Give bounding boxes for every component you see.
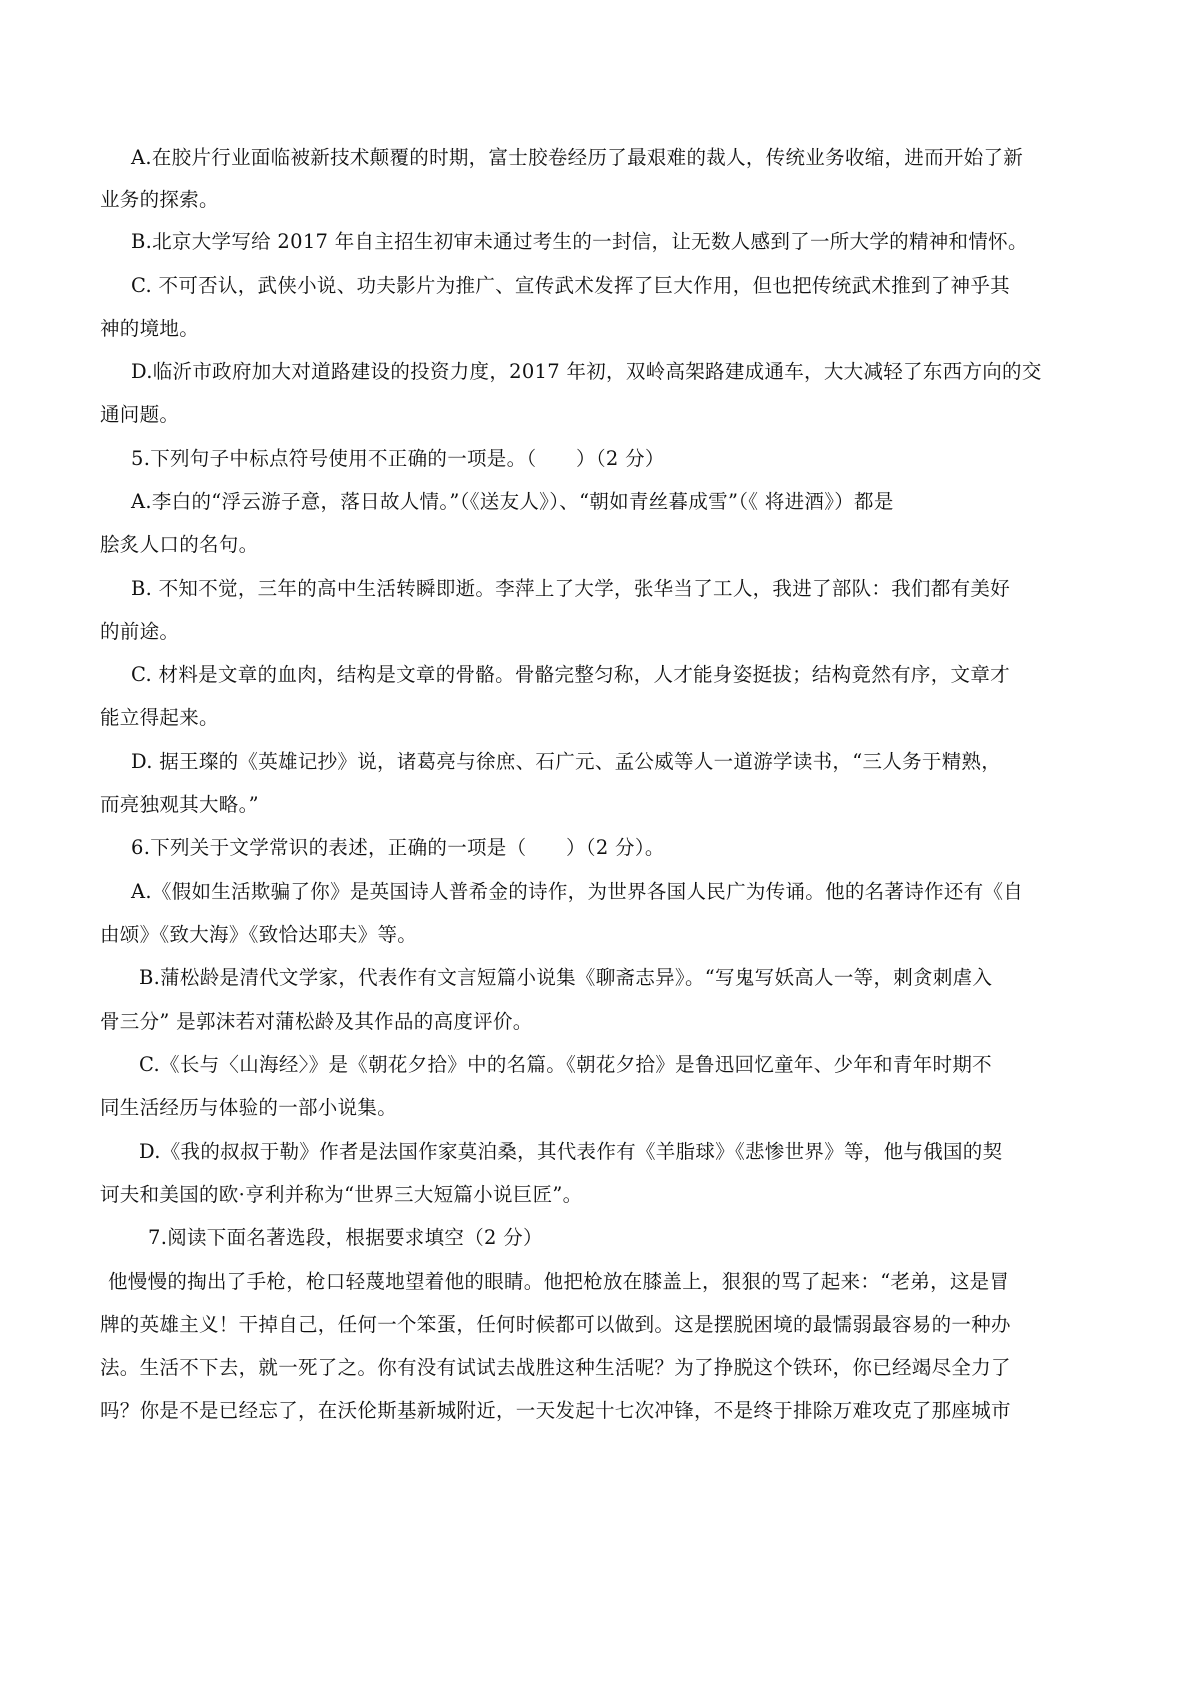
- passage-line-3: 法。生活不下去，就一死了之。你有没有试试去战胜这种生活呢？为了挣脱这个铁环，你已经竭尽全力了: [100, 1356, 1011, 1379]
- q4-option-d-line2: 通问题。: [100, 403, 180, 426]
- q5-option-c-line1: C. 材料是文章的血肉，结构是文章的骨骼。骨骼完整匀称，人才能身姿挺拔；结构竟然有序，文章才: [131, 663, 1010, 686]
- q5-option-a-line1: A.李白的“浮云游子意，落日故人情。”（《送友人》）、“朝如青丝暮成雪”（《 将进酒》）都是: [131, 490, 894, 513]
- q4-option-c-line2: 神的境地。: [100, 317, 200, 340]
- q4-option-b-line1: B.北京大学写给 2017 年自主招生初审未通过考生的一封信，让无数人感到了一所大学的精神和情怀。: [131, 230, 1028, 253]
- q5-option-c-line2: 能立得起来。: [100, 706, 219, 729]
- passage-line-4: 吗？你是不是已经忘了，在沃伦斯基新城附近，一天发起十七次冲锋，不是终于排除万难攻克了那座城市: [100, 1399, 1011, 1422]
- q4-option-a-line1: A.在胶片行业面临被新技术颠覆的时期，富士胶卷经历了最艰难的裁人，传统业务收缩，进而开始了新: [131, 146, 1024, 169]
- q6-option-b-line2: 骨三分” 是郭沫若对蒲松龄及其作品的高度评价。: [100, 1010, 533, 1033]
- q6-option-a-line1: A.《假如生活欺骗了你》是英国诗人普希金的诗作，为世界各国人民广为传诵。他的名著诗作还有《自: [131, 880, 1024, 903]
- q6-option-c-line1: C.《长与〈山海经〉》是《朝花夕拾》中的名篇。《朝花夕拾》是鲁迅回忆童年、少年和青年时期不: [139, 1053, 992, 1076]
- q4-option-a-line2: 业务的探索。: [100, 188, 219, 211]
- passage-line-2: 牌的英雄主义！干掉自己，任何一个笨蛋，任何时候都可以做到。这是摆脱困境的最懦弱最容易的一种办: [100, 1313, 1011, 1336]
- question-7: 7.阅读下面名著选段，根据要求填空（2 分）: [148, 1226, 543, 1249]
- q4-option-c-line1: C. 不可否认，武侠小说、功夫影片为推广、宣传武术发挥了巨大作用，但也把传统武术推到了神乎其: [131, 274, 1010, 297]
- q6-option-c-line2: 同生活经历与体验的一部小说集。: [100, 1096, 398, 1119]
- q4-option-d-line1: D.临沂市政府加大对道路建设的投资力度，2017 年初，双岭高架路建成通车，大大减轻了东西方向的交: [131, 360, 1042, 383]
- question-6: 6.下列关于文学常识的表述，正确的一项是（ ）（2 分）。: [131, 836, 665, 859]
- q5-option-d-line1: D. 据王璨的《英雄记抄》说，诸葛亮与徐庶、石广元、孟公威等人一道游学读书，“三人务于精熟，: [131, 750, 1002, 773]
- q5-option-b-line1: B. 不知不觉，三年的高中生活转瞬即逝。李萍上了大学，张华当了工人，我进了部队：我们都有美好: [131, 577, 1011, 600]
- q6-option-d-line2: 诃夫和美国的欧·亨利并称为“世界三大短篇小说巨匠”。: [100, 1183, 583, 1206]
- passage-line-1: 他慢慢的掏出了手枪，枪口轻蔑地望着他的眼睛。他把枪放在膝盖上，狠狠的骂了起来：“老弟，这是冒: [108, 1270, 1010, 1293]
- q6-option-d-line1: D.《我的叔叔于勒》作者是法国作家莫泊桑，其代表作有《羊脂球》《悲惨世界》等，他与俄国的契: [139, 1140, 1003, 1163]
- q5-option-a-line2: 脍炙人口的名句。: [100, 533, 259, 556]
- question-5: 5.下列句子中标点符号使用不正确的一项是。（ ）（2 分）: [131, 447, 665, 470]
- q5-option-d-line2: 而亮独观其大略。”: [100, 793, 259, 816]
- q6-option-a-line2: 由颂》《致大海》《致恰达耶夫》等。: [100, 923, 418, 946]
- q5-option-b-line2: 的前途。: [100, 620, 180, 643]
- q6-option-b-line1: B.蒲松龄是清代文学家，代表作有文言短篇小说集《聊斋志异》。“写鬼写妖高人一等，刺贪刺虐入: [139, 966, 993, 989]
